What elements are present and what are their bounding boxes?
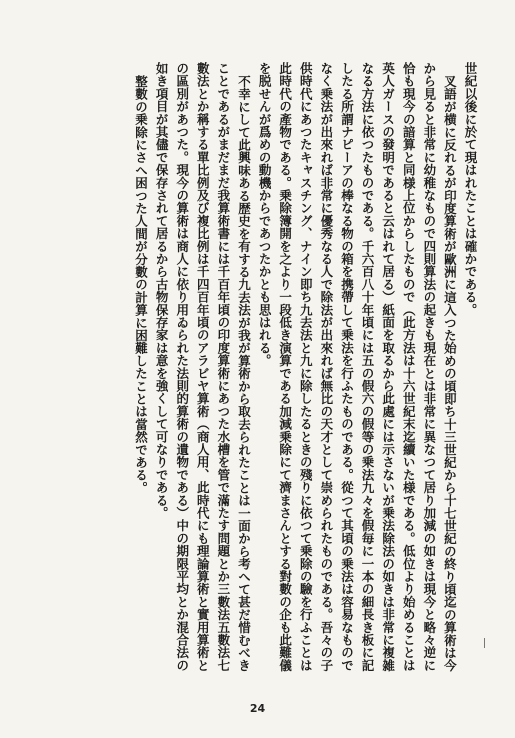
- paragraph: 整數の乗除にさへ困つた人間が分數の計算に困難したことは當然である。: [133, 74, 149, 494]
- scan-edge-mark: [484, 638, 485, 648]
- vertical-text-body: [42, 62, 480, 682]
- paragraph: 叉語が横に反れるが印度算術が歐洲に這入つた始めの頃即ち十三世紀から十七世紀の終り頃迄の算術は今から見ると非常に幼稚なもので四則算法の起きも現在とは非常に異なつて居り加減の如きは現今と略々逆に恰も現今の諳算と同様上位からしたもので（此方法は十六世紀末迄續いた様である。低位より始めることは英人ガースの發明であると云はれて居る）紙面を取るから此處には示さないが乗法除法の如きは非常に複雑なる方法に依つたものである。千六百八十年頃には五の假六の假等の乗法九々を假毎に一本の細長き板に記したる所謂ナピーアの棒なる物の箱を携帶して乗法を行ふたものである。從つて其頃の乗法は容易なものでなく乗法が出來れば非常に優秀なる人で除法が出來れば無比の天才として崇められたものである。吾々の子供時代にあつたキャスチング、ナイン即ち九去法と九に除したるときの殘りに依つて乗除の驗を行ふことは此時代の產物である。乗除簿開を之より一段低き演算である加減乗除にて濟まさんとする對數の企も此難儀を脱せんが爲めの動機からであつたかとも思はれる。: [257, 62, 458, 672]
- page-number: 24: [249, 702, 266, 715]
- paragraph: 世紀以後に於て現はれたことは確かである。: [463, 62, 478, 316]
- paragraph: 不幸にして此興味ある歴史を有する九去法が我が算術から取去られたことは一面から考へて甚だ惜むべきことであるがまだまだ我算術書には千百年頃の印度算術にあつた水槽を管で滿たす問題とか三數法五數法七數法とか稱する單比例及び複比例は千四百年頃のアラビヤ算術（商人用、此時代にも理論算術と實用算術との區別があつた。現今の算術は商人に依り用ゐられた法則的算術の遺物である）中の期限平均とか混合法の如き項目が其儘で保存されて居るから古物保存家は意を強くして可なりである。: [154, 62, 252, 672]
